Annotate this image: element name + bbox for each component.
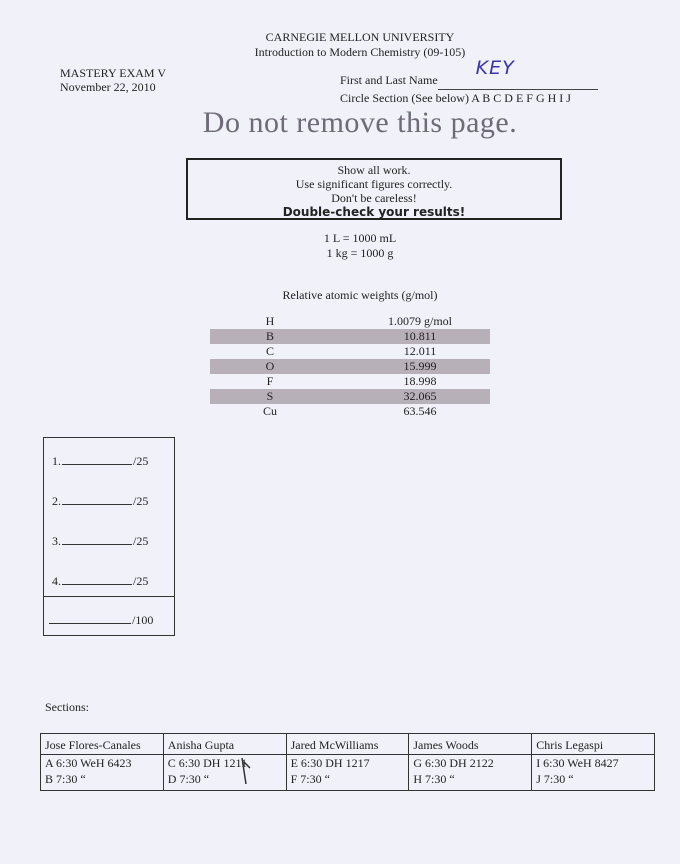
weight-row	[210, 329, 490, 344]
score-box	[43, 437, 175, 636]
section-time: H 7:30 “	[413, 772, 455, 786]
weight-row	[210, 359, 490, 374]
question-number: 1.	[52, 454, 61, 468]
weight-row	[210, 374, 490, 389]
instruction-line: Don't be careless!	[331, 191, 417, 205]
score-blank[interactable]	[62, 504, 132, 505]
course-title: Introduction to Modern Chemistry (09-105)	[254, 45, 466, 59]
section-time: E 6:30 DH 1217	[290, 756, 370, 770]
section-time: J 7:30 “	[536, 772, 574, 786]
exam-info	[60, 66, 166, 94]
section-column	[41, 734, 164, 790]
element-weight: 18.998	[403, 374, 437, 388]
weight-row	[210, 404, 490, 419]
score-row-1	[52, 454, 148, 469]
element-symbol: F	[266, 374, 274, 388]
element-weight: 63.546	[403, 404, 437, 418]
course-header	[200, 30, 520, 60]
instructor-name: Jared McWilliams	[287, 734, 409, 755]
question-max: /25	[133, 574, 149, 588]
university-name: CARNEGIE MELLON UNIVERSITY	[265, 30, 455, 44]
exam-date: November 22, 2010	[60, 80, 156, 94]
total-max: /100	[132, 613, 154, 627]
section-column	[409, 734, 532, 790]
element-symbol: C	[265, 344, 274, 358]
element-weight: 1.0079 g/mol	[387, 314, 452, 328]
instructions-box	[186, 158, 562, 220]
question-number: 2.	[52, 494, 61, 508]
name-label: First and Last Name	[340, 73, 438, 87]
instructor-name: Jose Flores-Canales	[41, 734, 163, 755]
score-blank[interactable]	[62, 584, 132, 585]
unit-conversions	[260, 231, 460, 261]
instruction-line: Show all work.	[337, 163, 411, 177]
conversion-line: 1 kg = 1000 g	[326, 246, 394, 260]
name-field[interactable]	[340, 57, 598, 90]
section-time: C 6:30 DH 1211	[167, 756, 248, 770]
atomic-weights-title: Relative atomic weights (g/mol)	[282, 288, 438, 302]
element-weight: 15.999	[403, 359, 437, 373]
name-value: KEY	[475, 57, 515, 79]
element-weight: 32.065	[403, 389, 437, 403]
section-time: A 6:30 WeH 6423	[45, 756, 132, 770]
weight-row	[210, 314, 490, 329]
exam-title: MASTERY EXAM V	[60, 66, 167, 80]
section-time: D 7:30 “	[167, 772, 210, 786]
pen-mark	[234, 754, 274, 790]
student-info	[340, 57, 598, 107]
element-symbol: H	[265, 314, 275, 328]
section-time: I 6:30 WeH 8427	[536, 756, 619, 770]
score-divider	[44, 596, 174, 597]
element-weight: 12.011	[403, 344, 437, 358]
question-max: /25	[133, 534, 149, 548]
question-max: /25	[133, 454, 149, 468]
score-row-4	[52, 574, 148, 589]
question-max: /25	[133, 494, 149, 508]
section-selector[interactable]: Circle Section (See below) A B C D E F G H I J	[340, 91, 571, 105]
section-time: F 7:30 “	[290, 772, 330, 786]
section-time: G 6:30 DH 2122	[413, 756, 494, 770]
instructor-name: James Woods	[409, 734, 531, 755]
section-column	[532, 734, 654, 790]
page-warning: Do not remove this page.	[202, 106, 518, 139]
score-blank[interactable]	[62, 464, 132, 465]
score-blank[interactable]	[62, 544, 132, 545]
name-line[interactable]	[438, 57, 598, 90]
element-weight: 10.811	[403, 329, 437, 343]
score-row-3	[52, 534, 148, 549]
sections-table	[40, 733, 655, 791]
section-column	[287, 734, 410, 790]
element-symbol: Cu	[262, 404, 277, 418]
weight-row	[210, 389, 490, 404]
instruction-line: Use significant figures correctly.	[295, 177, 453, 191]
question-number: 4.	[52, 574, 61, 588]
weight-row	[210, 344, 490, 359]
atomic-weights-table	[210, 314, 490, 419]
element-symbol: O	[265, 359, 275, 373]
instructor-name: Anisha Gupta	[164, 734, 286, 755]
section-time: B 7:30 “	[45, 772, 86, 786]
element-symbol: S	[266, 389, 274, 403]
sections-label: Sections:	[45, 700, 89, 714]
element-symbol: B	[265, 329, 274, 343]
instructor-name: Chris Legaspi	[532, 734, 654, 755]
conversion-line: 1 L = 1000 mL	[323, 231, 397, 245]
total-blank[interactable]	[49, 623, 131, 624]
section-column	[164, 734, 287, 790]
instruction-line-emphasis: Double-check your results!	[282, 205, 466, 219]
question-number: 3.	[52, 534, 61, 548]
score-total-row	[48, 613, 153, 628]
score-row-2	[52, 494, 148, 509]
